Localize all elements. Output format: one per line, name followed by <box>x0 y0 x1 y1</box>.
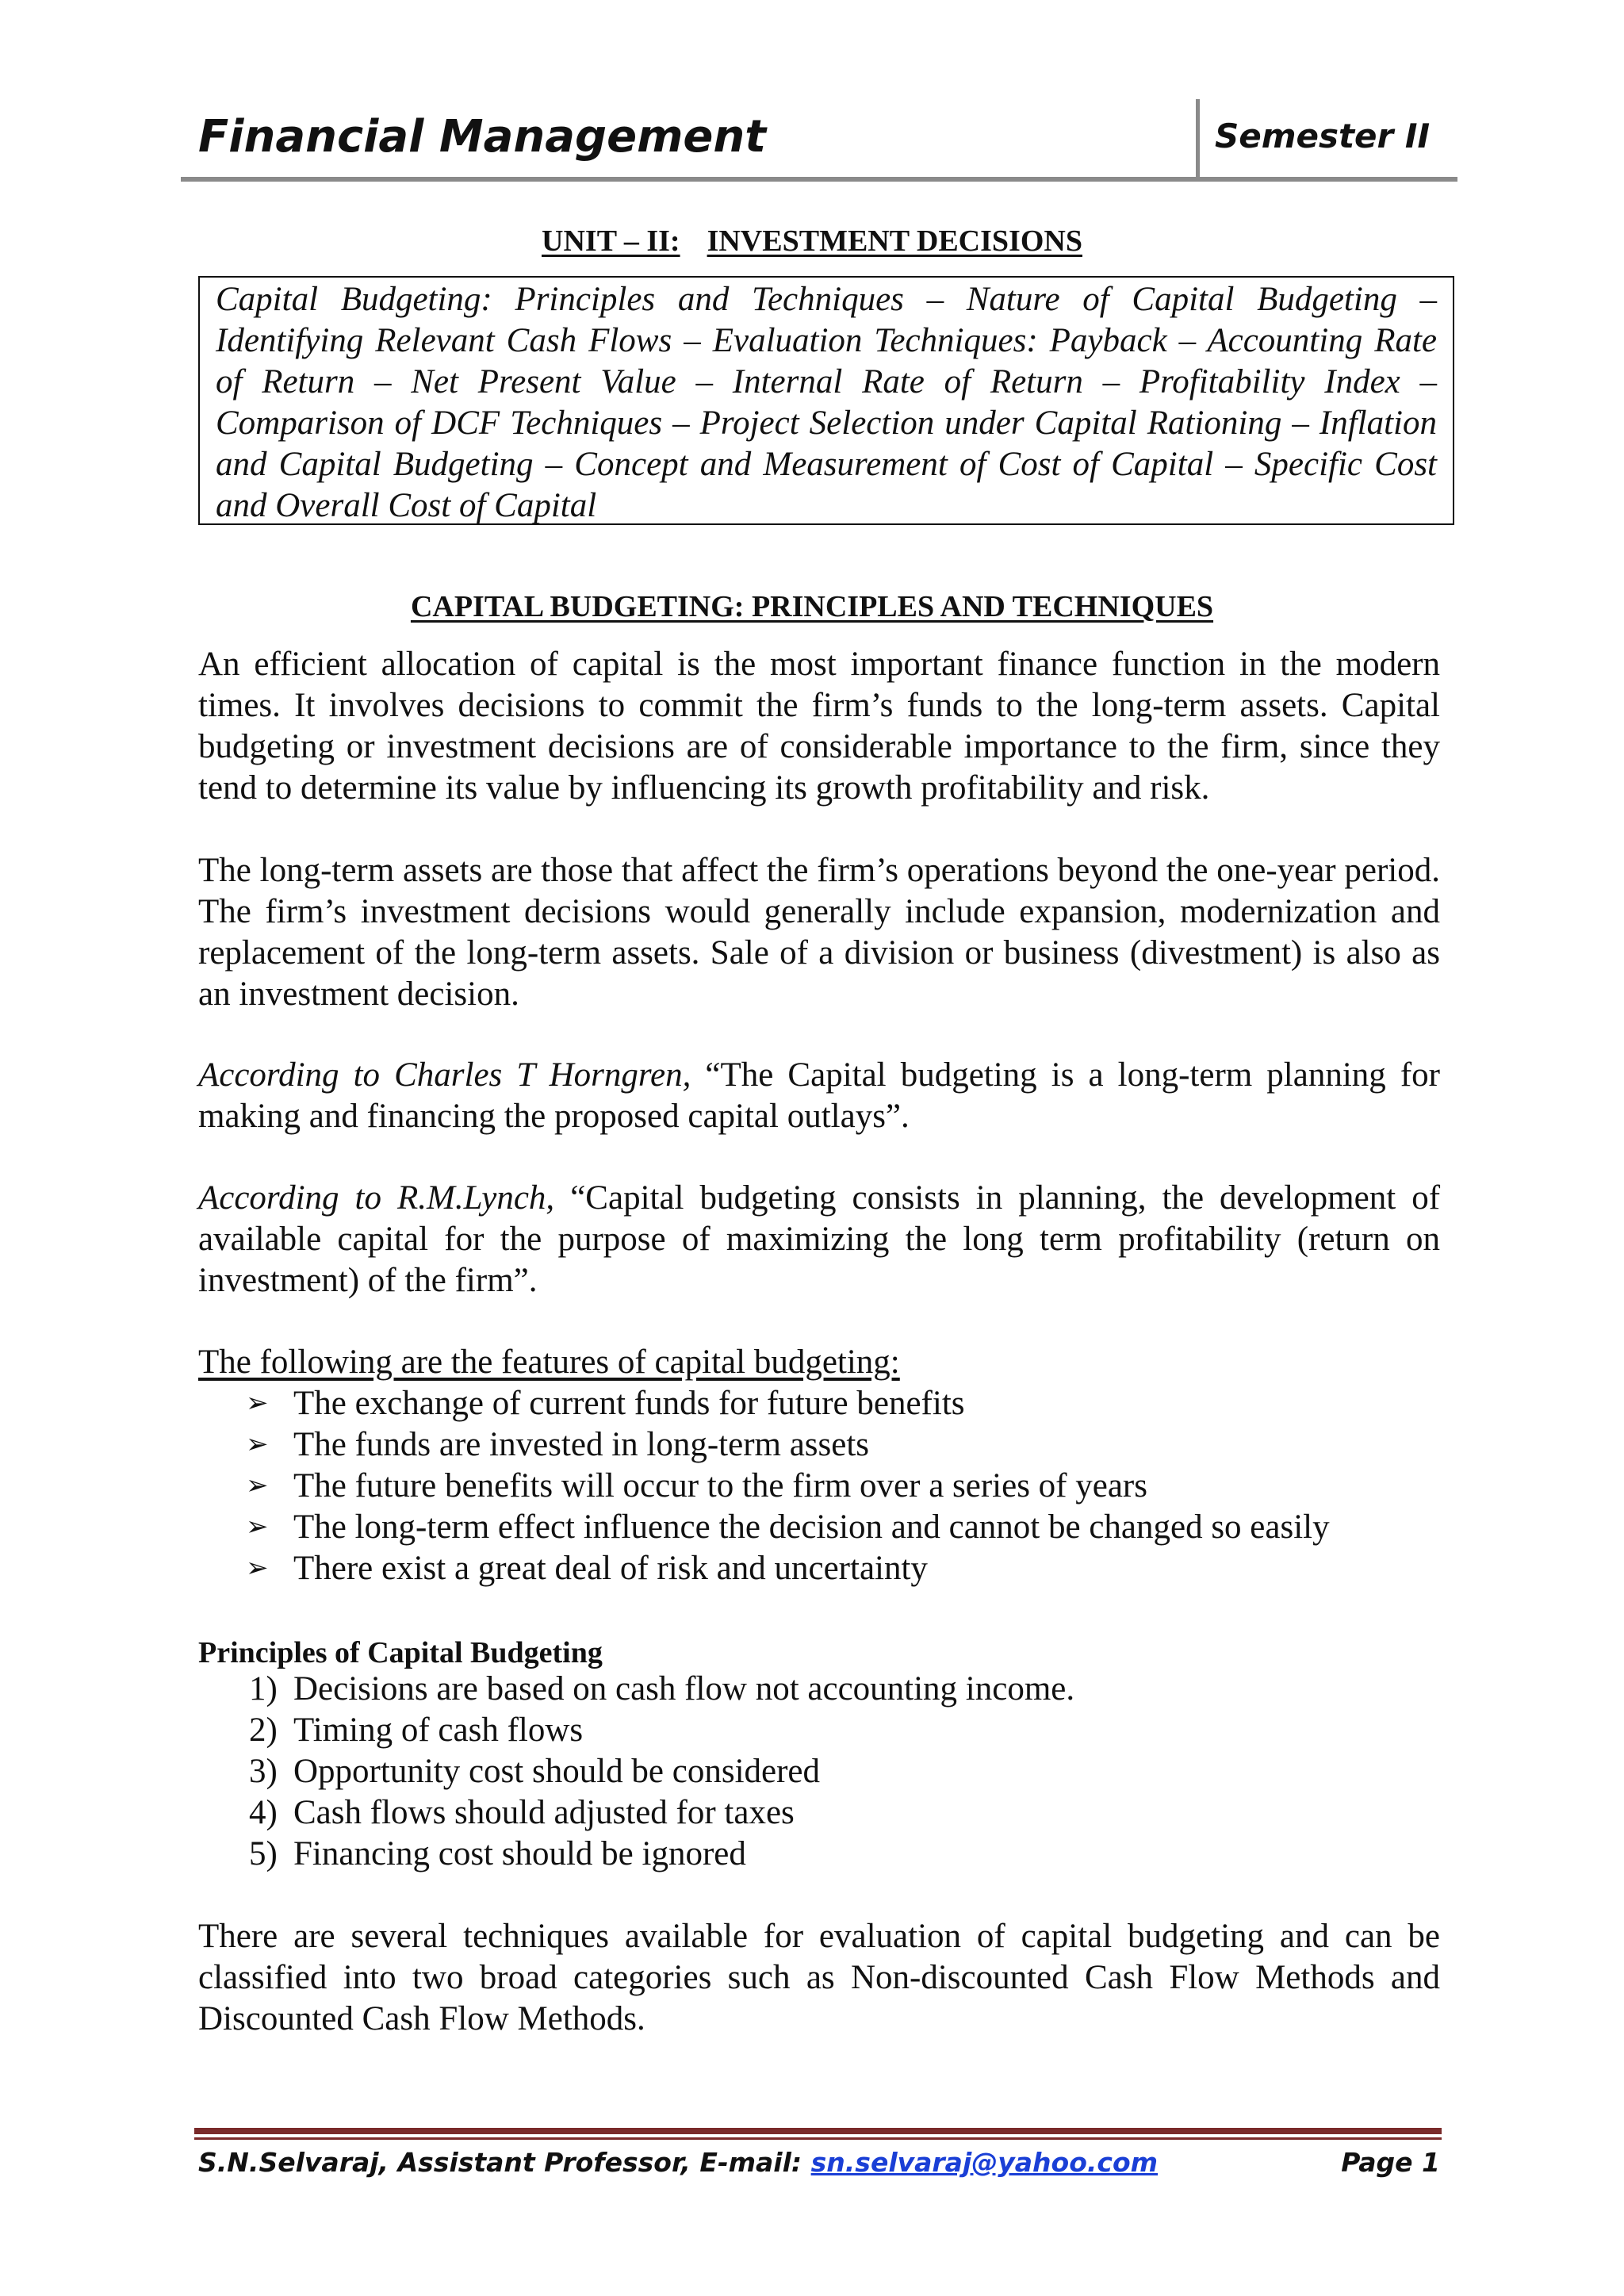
unit-title: INVESTMENT DECISIONS <box>707 224 1082 258</box>
list-item: ➢ There exist a great deal of risk and uncertainty <box>198 1548 1330 1589</box>
arrow-bullet-icon: ➢ <box>246 1554 269 1583</box>
syllabus-box: Capital Budgeting: Principles and Techniques – Nature of Capital Budgeting – Identifying Relevant Cash Flows – Evaluation Techniques: Payback – Accounting Rate of Return – Net Present Value – Internal Rate of Return – Profitability Index – Comparison of DCF Techniques – Project Selection under Capital Rationing – Inflation and Capital Budgeting – Concept and Measurement of Cost of Capital – Specific Cost and Overall Cost of Capital <box>198 276 1454 525</box>
paragraph-long-term-assets: The long-term assets are those that affect the firm’s operations beyond the one-year period. The firm’s investment decisions would generally include expansion, modernization and replacement of the long-term assets. Sale of a division or business (divestment) is also as an investment decision. <box>198 852 1440 1013</box>
quote-attribution: According to Charles T Horngren, <box>198 1056 691 1094</box>
quote-attribution: According to R.M.Lynch, <box>198 1179 555 1217</box>
paragraph-intro: An efficient allocation of capital is the most important finance function in the modern times. It involves decisions to commit the firm’s funds to the long-term assets. Capital budgeting or investment decisions are of considerable importance to the firm, since they tend to determine its value by influencing its growth profitability and risk. <box>198 646 1440 807</box>
list-number: 4) <box>249 1794 278 1831</box>
list-item: 3) Opportunity cost should be considered <box>198 1751 1074 1792</box>
header-divider <box>1196 99 1200 178</box>
paragraph-lynch-quote <box>198 1178 1440 1301</box>
list-item: ➢ The exchange of current funds for future benefits <box>198 1383 1330 1424</box>
list-number: 2) <box>249 1711 278 1749</box>
email-link[interactable]: sn.selvaraj@yahoo.com <box>810 2147 1159 2178</box>
unit-label: UNIT – II: <box>542 224 680 258</box>
arrow-bullet-icon: ➢ <box>246 1389 269 1418</box>
page-footer <box>198 2147 1440 2187</box>
features-list <box>198 1383 1330 1589</box>
list-number: 3) <box>249 1753 278 1790</box>
list-item: ➢ The funds are invested in long-term assets <box>198 1424 1330 1466</box>
features-heading: The following are the features of capital budgeting: <box>198 1343 900 1381</box>
list-item: 5) Financing cost should be ignored <box>198 1834 1074 1875</box>
list-number: 1) <box>249 1670 278 1708</box>
principles-list <box>198 1669 1074 1875</box>
section-heading: CAPITAL BUDGETING: PRINCIPLES AND TECHNIQUES <box>410 590 1214 623</box>
footer-rule-thin <box>194 2137 1442 2140</box>
footer-rule <box>194 2128 1442 2134</box>
paragraph-horngren-quote <box>198 1055 1440 1137</box>
list-item: 4) Cash flows should adjusted for taxes <box>198 1792 1074 1834</box>
arrow-bullet-icon: ➢ <box>246 1430 269 1459</box>
quote-text: “The Capital budgeting is a long-term planning for making and financing the proposed capital outlays”. <box>198 1056 1440 1135</box>
document-title: Financial Management <box>198 111 767 163</box>
unit-heading <box>0 224 1624 259</box>
quote-text: “Capital budgeting consists in planning, the development of available capital for the purpose of maximizing the long term profitability (return on investment) of the firm”. <box>198 1179 1441 1299</box>
footer-author: S.N.Selvaraj, Assistant Professor, E-mail: sn.selvaraj@yahoo.com <box>198 2147 1159 2178</box>
page-header <box>181 99 1457 182</box>
list-item: ➢ The long-term effect influence the decision and cannot be changed so easily <box>198 1507 1330 1548</box>
paragraph-techniques: There are several techniques available for evaluation of capital budgeting and can be classified into two broad categories such as Non-discounted Cash Flow Methods and Discounted Cash Flow Methods. <box>198 1918 1440 2037</box>
semester-label: Semester II <box>1215 117 1431 155</box>
header-rule <box>181 177 1457 182</box>
principles-heading: Principles of Capital Budgeting <box>198 1636 603 1669</box>
list-item: 2) Timing of cash flows <box>198 1710 1074 1751</box>
list-item: 1) Decisions are based on cash flow not accounting income. <box>198 1669 1074 1710</box>
list-item: ➢ The future benefits will occur to the firm over a series of years <box>198 1466 1330 1507</box>
list-number: 5) <box>249 1835 278 1872</box>
arrow-bullet-icon: ➢ <box>246 1471 269 1501</box>
arrow-bullet-icon: ➢ <box>246 1512 269 1542</box>
page-number: Page 1 <box>1341 2147 1440 2178</box>
